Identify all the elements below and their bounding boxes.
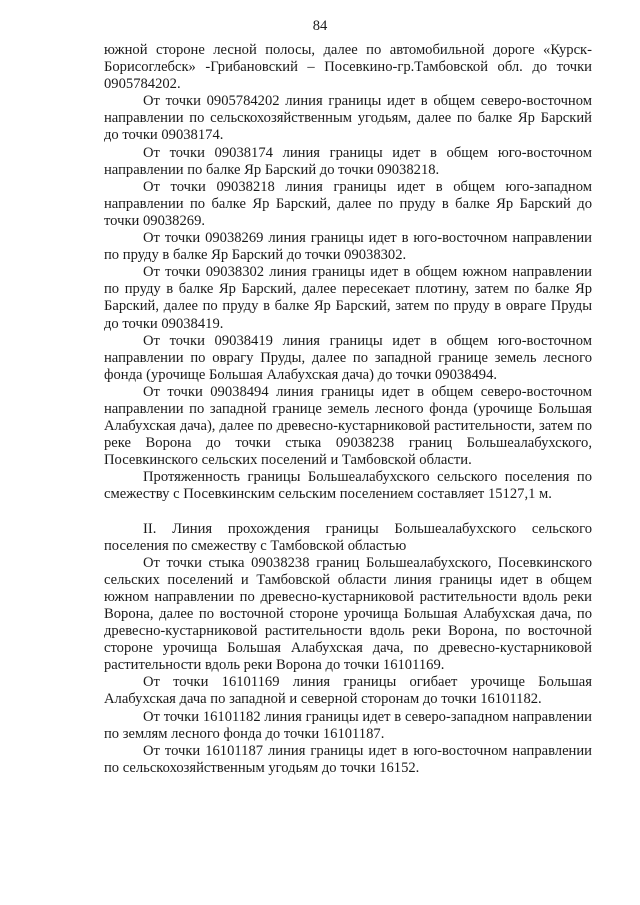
paragraph: От точки 09038494 линия границы идет в общем северо-восточном направлении по западной границе земель лесного фонда (урочище Большая Алабухская дача), далее по древесно-кустарниковой растительности, затем по реке Ворона до точки стыка 09038238 границ Большеалабухского, Посевкинского сельских поселений и Тамбовской области. bbox=[104, 383, 592, 469]
paragraph: От точки 0905784202 линия границы идет в общем северо-восточном направлении по сельскохозяйственным угодьям, далее по балке Яр Барский до точки 09038174. bbox=[104, 93, 592, 144]
paragraph: От точки 16101182 линия границы идет в северо-западном направлении по землям лесного фонда до точки 16101187. bbox=[104, 708, 592, 742]
paragraph: От точки 09038302 линия границы идет в общем южном направлении по пруду в балке Яр Барский, далее пересекает плотину, затем по балке Яр Барский, далее по пруду в балке Яр Барский, затем по пруду в овраге Пруды до точки 09038419. bbox=[104, 264, 592, 332]
paragraph: От точки 09038269 линия границы идет в юго-восточном направлении по пруду в балке Яр Барский до точки 09038302. bbox=[104, 230, 592, 264]
paragraph-continuation: южной стороне лесной полосы, далее по автомобильной дороге «Курск-Борисоглебск» -Грибановский – Посевкино-гр.Тамбовской обл. до точки 0905784202. bbox=[104, 42, 592, 93]
document-body bbox=[104, 42, 592, 777]
section-heading: II. Линия прохождения границы Большеалабухского сельского поселения по смежеству с Тамбовской областью bbox=[104, 520, 592, 554]
paragraph: От точки 09038218 линия границы идет в общем юго-западном направлении по балке Яр Барский, далее по пруду в балке Яр Барский до точки 09038269. bbox=[104, 178, 592, 229]
paragraph: От точки 09038419 линия границы идет в общем юго-восточном направлении по оврагу Пруды, далее по западной границе земель лесного фонда (урочище Большая Алабухская дача) до точки 09038494. bbox=[104, 332, 592, 383]
paragraph: От точки стыка 09038238 границ Большеалабухского, Посевкинского сельских поселений и Тамбовской области линия границы идет в общем южном направлении по древесно-кустарниковой растительности вдоль реки Ворона, далее по восточной стороне урочища Большая Алабухская дача, по древесно-кустарниковой растительности вдоль реки Ворона, по восточной стороне урочища Большая Алабухская дача, по древесно-кустарниковой растительности вдоль реки Ворона до точки 16101169. bbox=[104, 554, 592, 674]
paragraph: От точки 16101169 линия границы огибает урочище Большая Алабухская дача по западной и северной сторонам до точки 16101182. bbox=[104, 674, 592, 708]
boundary-length-summary: Протяженность границы Большеалабухского сельского поселения по смежеству с Посевкинским сельским поселением составляет 15127,1 м. bbox=[104, 469, 592, 503]
paragraph: От точки 16101187 линия границы идет в юго-восточном направлении по сельскохозяйственным угодьям до точки 16152. bbox=[104, 742, 592, 776]
page-number: 84 bbox=[312, 18, 328, 34]
section-gap bbox=[104, 504, 592, 521]
paragraph: От точки 09038174 линия границы идет в общем юго-восточном направлении по балке Яр Барский до точки 09038218. bbox=[104, 144, 592, 178]
